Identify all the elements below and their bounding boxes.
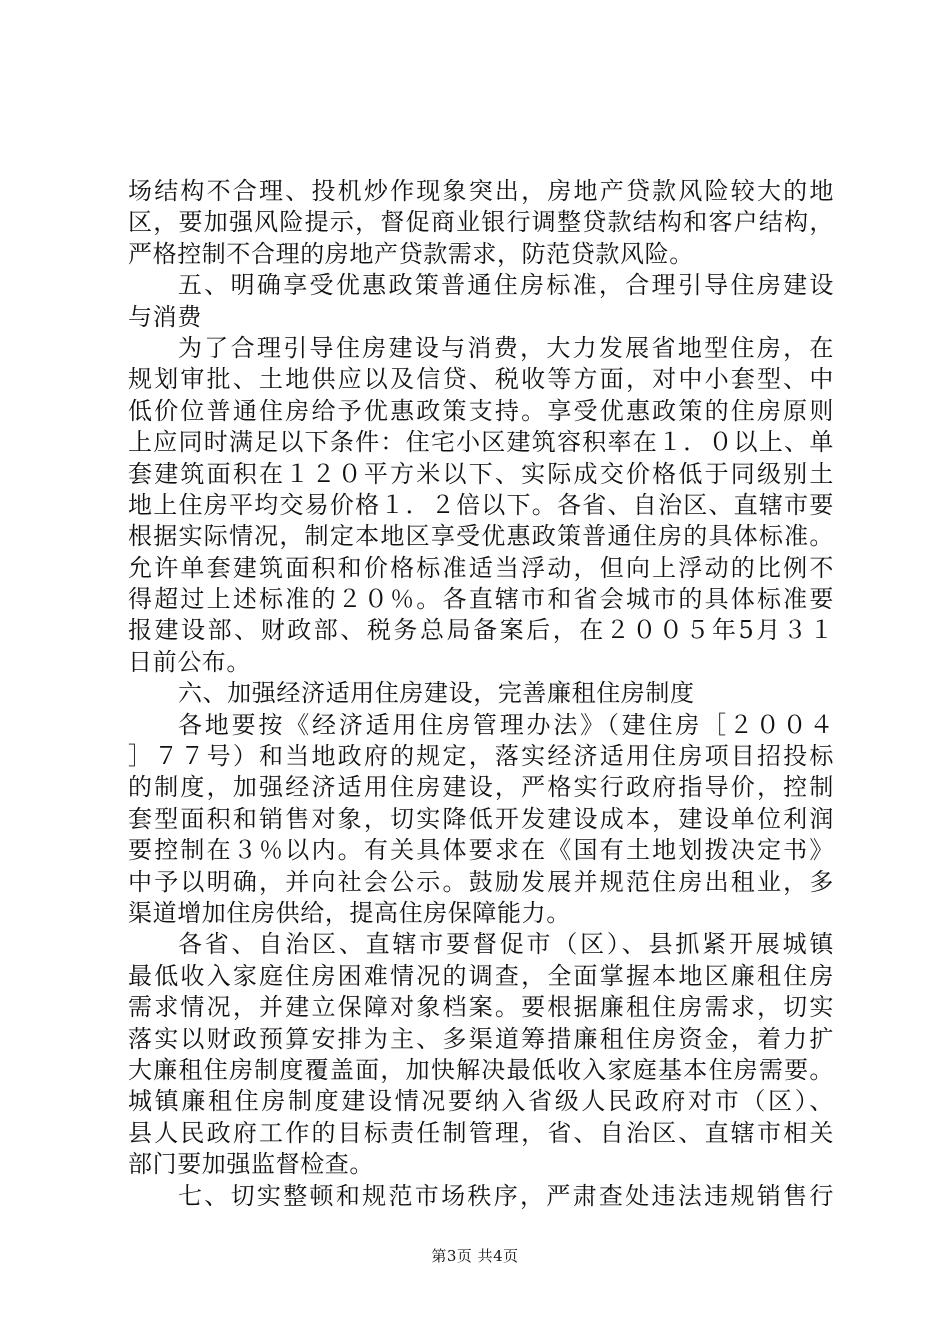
text-line: 的制度，加强经济适用住房建设，严格实行政府指导价，控制 [128, 773, 834, 802]
text-line: 低价位普通住房给予优惠政策支持。享受优惠政策的住房原则 [128, 396, 834, 425]
text-line: 渠道增加住房供给，提高住房保障能力。 [128, 898, 571, 927]
text-line: 五、明确享受优惠政策普通住房标准，合理引导住房建设 [178, 271, 834, 300]
text-line: 大廉租住房制度覆盖面，加快解决最低收入家庭基本住房需要。 [128, 1055, 834, 1084]
text-line: 最低收入家庭住房困难情况的调查，全面掌握本地区廉租住房 [128, 961, 834, 990]
text-line: 报建设部、财政部、税务总局备案后，在２００５年5月３１ [128, 616, 834, 645]
text-line: 七、切实整顿和规范市场秩序，严肃查处违法违规销售行 [178, 1181, 834, 1210]
document-body [128, 176, 834, 1212]
text-line: 日前公布。 [128, 647, 251, 676]
text-line: 根据实际情况，制定本地区享受优惠政策普通住房的具体标准。 [128, 522, 834, 551]
text-line: 区，要加强风险提示，督促商业银行调整贷款结构和客户结构， [128, 208, 834, 237]
text-line: 县人民政府工作的目标责任制管理，省、自治区、直辖市相关 [128, 1118, 834, 1147]
text-line: 地上住房平均交易价格１．２倍以下。各省、自治区、直辖市要 [128, 490, 834, 519]
text-line: 严格控制不合理的房地产贷款需求，防范贷款风险。 [128, 239, 694, 268]
text-line: 六、加强经济适用住房建设，完善廉租住房制度 [178, 679, 695, 708]
text-line: 允许单套建筑面积和价格标准适当浮动，但向上浮动的比例不 [128, 553, 834, 582]
text-line: 与消费 [128, 302, 202, 331]
text-line: 需求情况，并建立保障对象档案。要根据廉租住房需求，切实 [128, 993, 834, 1022]
page-footer: 第3页 共4页 [431, 1247, 519, 1265]
text-line: 中予以明确，并向社会公示。鼓励发展并规范住房出租业，多 [128, 867, 834, 896]
text-line: 得超过上述标准的２０％。各直辖市和省会城市的具体标准要 [128, 585, 834, 614]
text-line: 规划审批、土地供应以及信贷、税收等方面，对中小套型、中 [128, 365, 834, 394]
text-line: 落实以财政预算安排为主、多渠道筹措廉租住房资金，着力扩 [128, 1024, 834, 1053]
text-line: 套建筑面积在１２０平方米以下、实际成交价格低于同级别土 [128, 459, 834, 488]
text-line: 要控制在３％以内。有关具体要求在《国有土地划拨决定书》 [128, 836, 834, 865]
text-line: 为了合理引导住房建设与消费，大力发展省地型住房，在 [178, 333, 834, 362]
text-line: 上应同时满足以下条件：住宅小区建筑容积率在１．０以上、单 [128, 428, 834, 457]
text-line: 部门要加强监督检查。 [128, 1150, 374, 1179]
text-line: 城镇廉租住房制度建设情况要纳入省级人民政府对市（区）、 [128, 1087, 834, 1116]
text-line: 场结构不合理、投机炒作现象突出，房地产贷款风险较大的地 [128, 177, 834, 205]
text-line: 套型面积和销售对象，切实降低开发建设成本，建设单位利润 [128, 804, 834, 833]
text-line: ］７７号）和当地政府的规定，落实经济适用住房项目招投标 [128, 742, 834, 771]
text-line: 各地要按《经济适用住房管理办法》（建住房［２００４ [178, 710, 834, 739]
text-line: 各省、自治区、直辖市要督促市（区）、县抓紧开展城镇 [178, 930, 834, 959]
